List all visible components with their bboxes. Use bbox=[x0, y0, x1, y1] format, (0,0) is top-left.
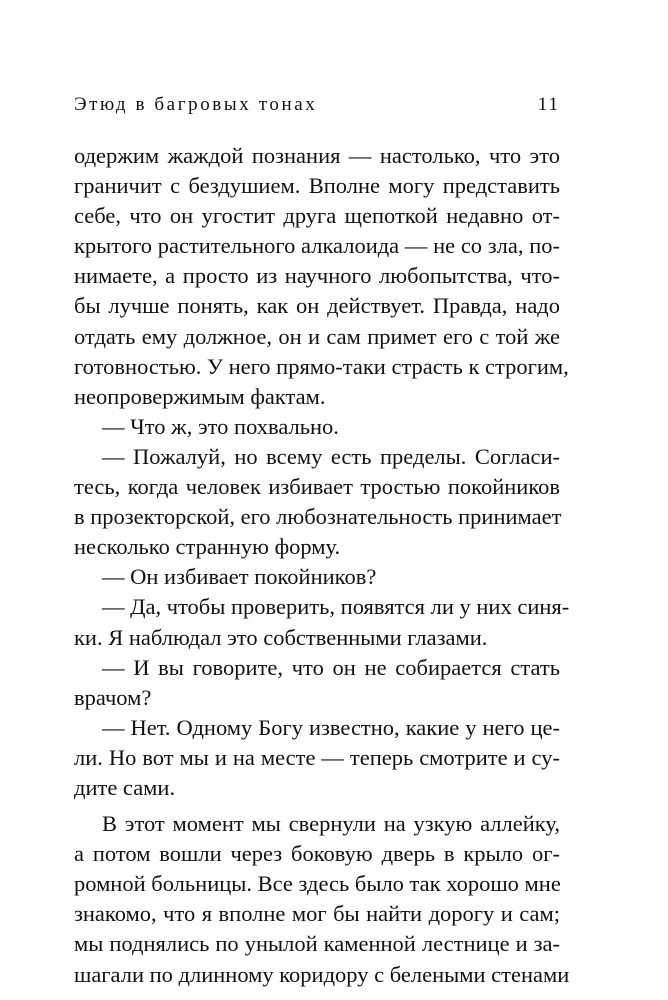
dialogue-line: — Пожалуй, но всему есть пределы. Согласи- bbox=[102, 443, 560, 469]
running-header bbox=[74, 94, 560, 120]
text-line: отдать ему должное, он и сам примет его с той же bbox=[74, 323, 560, 349]
text-line: ки. Я наблюдал это собственными глазами. bbox=[74, 624, 488, 650]
dialogue-line: — Он избивает покойников? bbox=[102, 564, 377, 590]
text-line: в прозекторской, его любознательность принимает bbox=[74, 504, 562, 530]
text-line: одержим жаждой познания — настолько, что это bbox=[74, 143, 560, 168]
text-line: крытого растительного алкалоида — не со зла, по- bbox=[74, 233, 560, 259]
text-line: себе, что он угостит друга щепоткой недавно от- bbox=[74, 203, 560, 229]
text-line: несколько странную форму. bbox=[74, 534, 341, 560]
text-line: мы поднялись по унылой каменной лестнице и за- bbox=[74, 931, 560, 957]
text-line: граничит с бездушием. Вполне могу представить bbox=[74, 173, 560, 199]
dialogue-line: — Что ж, это похвально. bbox=[102, 413, 339, 439]
text-line: готовностью. У него прямо-таки страсть к строгим, bbox=[74, 353, 569, 379]
text-line: бы лучше понять, как он действует. Правда, надо bbox=[74, 293, 560, 319]
dialogue-line: — Нет. Одному Богу известно, какие у него це- bbox=[102, 714, 560, 740]
text-line: тесь, когда человек избивает тростью покойников bbox=[74, 474, 560, 500]
dialogue-line: — Да, чтобы проверить, появятся ли у них синя- bbox=[102, 594, 570, 620]
text-line: врачом? bbox=[74, 684, 152, 710]
text-line: нимаете, а просто из научного любопытства, что- bbox=[74, 263, 560, 289]
running-title: Этюд в багровых тонах bbox=[74, 94, 318, 115]
text-line: а потом вошли через боковую дверь в крыло ог- bbox=[74, 841, 560, 867]
text-line: знакомо, что я вполне мог бы найти дорогу и сам; bbox=[74, 901, 560, 927]
body-text bbox=[74, 141, 570, 990]
text-line: ли. Но вот мы и на месте — теперь смотрите и су- bbox=[74, 744, 560, 770]
paragraph-first-line: В этот момент мы свернули на узкую аллейку, bbox=[102, 811, 560, 837]
dialogue-line: — И вы говорите, что он не собирается стать bbox=[102, 654, 560, 680]
text-line: дите сами. bbox=[74, 774, 176, 800]
text-line: неопровержимым фактам. bbox=[74, 383, 326, 409]
page-number: 11 bbox=[537, 94, 560, 115]
text-line: шагали по длинному коридору с белеными стенами bbox=[74, 961, 570, 987]
text-line: ромной больницы. Все здесь было так хорошо мне bbox=[74, 871, 561, 897]
